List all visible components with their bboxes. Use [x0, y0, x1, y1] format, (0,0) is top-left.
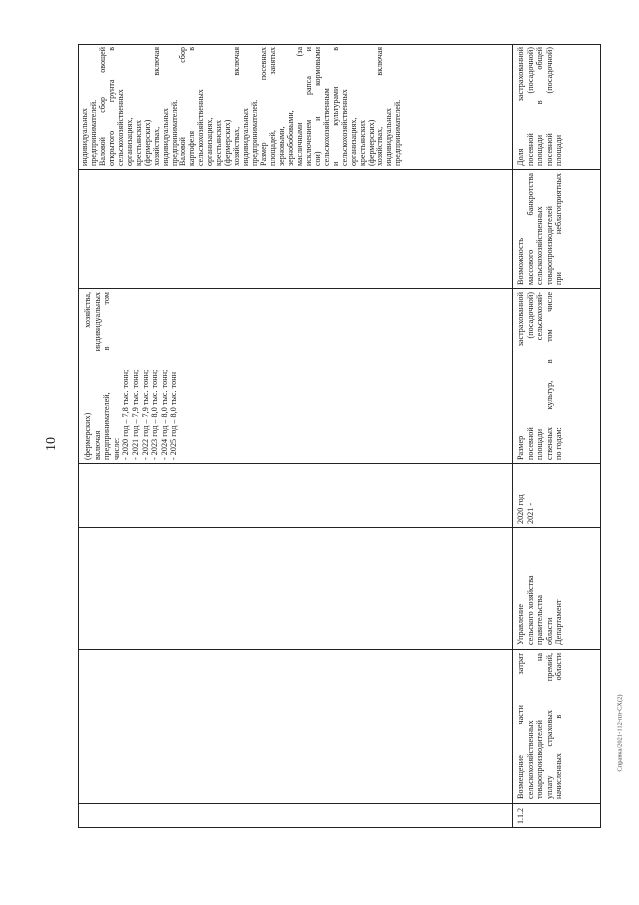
text-line: сельскохозяйственных	[525, 720, 535, 799]
text-line: правительства	[535, 595, 545, 645]
text-line: хозяйствах, включая	[375, 47, 385, 166]
text-line: начисленных в области	[554, 653, 564, 799]
text-line: (фермерских)	[366, 119, 376, 166]
text-line: сельскохозяйственных	[535, 206, 545, 285]
text-line: посевной (посадочной)	[544, 47, 554, 166]
text-line: зерновыми,	[276, 126, 286, 166]
text-line: - 2024 год – 8,0 тыс. тонн;	[159, 369, 169, 460]
text-line: индивидуальных	[384, 108, 394, 166]
text-line: организациях,	[124, 117, 134, 166]
row-number: 1.1.2	[516, 808, 525, 824]
text-line: площади сельскохозяй-	[535, 292, 545, 460]
text-line: Управление	[516, 603, 525, 645]
text-line: предпринимателей, в том	[102, 292, 112, 460]
text-line: числе:	[111, 437, 121, 460]
text-line: - 2022 год – 7,9 тыс. тонн;	[140, 369, 150, 460]
document-code: Справка/2021-112-пп-СХ(2)	[616, 694, 624, 772]
text-line: Размер застрахованной	[516, 292, 525, 460]
text-line: исключением рапса и	[303, 47, 313, 166]
text-line: площади в общей	[535, 47, 545, 166]
text-line: массового банкротства	[525, 173, 535, 285]
text-line: крестьянских	[133, 119, 143, 166]
text-line: и культурами в	[330, 47, 340, 166]
text-line: Размер посевных	[259, 47, 269, 166]
text-line: картофеля в	[187, 47, 197, 166]
program-table-frame	[78, 44, 601, 828]
text-line: масличными (за	[294, 47, 304, 166]
text-line: - 2023 год – 8,0 тыс. тонн;	[150, 369, 160, 460]
text-line: Департамент	[554, 599, 564, 645]
text-line: Валовой сбор	[178, 47, 188, 166]
column-divider	[79, 803, 600, 804]
text-line: крестьянских	[357, 119, 367, 166]
text-line: хозяйствах, включая	[151, 47, 161, 166]
non-implementation-consequences-cell	[516, 173, 564, 285]
text-line: сельскохозяйственных	[196, 89, 206, 166]
text-line: зернобобовыми,	[285, 110, 295, 166]
top-row-harvest-forecast-cell	[83, 292, 179, 460]
row-number-cell	[516, 806, 526, 824]
text-line: сельского хозяйства	[525, 575, 535, 645]
text-line: 2020 год	[516, 494, 525, 524]
text-line: - 2025 год – 8,0 тыс. тонн	[169, 372, 179, 460]
text-line: посевной (посадочной)	[525, 292, 535, 460]
row-divider	[512, 45, 513, 827]
program-table	[78, 44, 601, 828]
indicator-link-cell	[516, 47, 564, 166]
text-line: предпринимателей.	[169, 99, 179, 166]
text-line: товаропроизводителей на	[535, 653, 545, 799]
text-line: сельскохозяйственных	[115, 89, 125, 166]
responsible-executor-cell	[516, 530, 564, 645]
text-line: открытого грунта в	[106, 47, 116, 166]
text-line: крестьянских	[214, 119, 224, 166]
column-divider	[79, 288, 600, 289]
text-line: Возможность	[516, 237, 525, 285]
text-line: площади	[554, 134, 564, 166]
text-line: организациях,	[348, 117, 358, 166]
expected-result-cell	[516, 292, 564, 460]
top-row-indicators-cell	[81, 47, 403, 166]
text-line: (фермерских)	[142, 119, 152, 166]
text-line: предпринимателей.	[393, 99, 403, 166]
text-line: (фермерских)	[223, 119, 233, 166]
text-line: ственных культур, в том числе	[544, 292, 554, 460]
text-line: индивидуальных	[160, 108, 170, 166]
column-divider	[79, 527, 600, 528]
text-line: - 2021 год – 7,9 тыс. тонн;	[130, 369, 140, 460]
text-line: посевной (посадочной)	[525, 47, 535, 166]
column-divider	[79, 169, 600, 170]
measure-description-cell	[516, 653, 564, 799]
text-line: Возмещение части затрат	[516, 653, 525, 799]
text-line: Доля застрахованной	[516, 47, 525, 166]
text-line: по годам:	[554, 427, 564, 460]
text-line: организациях,	[205, 117, 215, 166]
column-divider	[79, 649, 600, 650]
text-line: Валовой сбор овощей	[97, 47, 107, 166]
text-line: товаропроизводителей	[544, 206, 554, 285]
text-line: (фермерских) хозяйства,	[83, 292, 92, 460]
text-line: сельскохозяйственным	[321, 88, 331, 166]
text-line: площадей, занятых	[268, 47, 278, 166]
text-line: области	[544, 617, 554, 645]
text-line: сельскохозяйственных	[339, 89, 349, 166]
implementation-period-cell	[516, 468, 535, 524]
text-line: уплату страховых премий,	[544, 653, 554, 799]
page-number: 10	[44, 437, 59, 451]
text-line: - 2020 год – 7,8 тыс. тонн;	[121, 369, 131, 460]
text-line: предпринимателей.	[250, 99, 260, 166]
text-line: 2021 -	[525, 502, 535, 524]
text-line: хозяйствах, включая	[232, 47, 242, 166]
text-line: сои) и кормовыми	[312, 47, 322, 166]
text-line: при неблагоприятных	[554, 173, 564, 285]
text-line: индивидуальных	[241, 108, 251, 166]
column-divider	[79, 463, 600, 464]
text-line: предпринимателей.	[88, 99, 98, 166]
text-line: индивидуальных	[80, 108, 89, 166]
text-line: включая индивидуальных	[92, 292, 102, 460]
